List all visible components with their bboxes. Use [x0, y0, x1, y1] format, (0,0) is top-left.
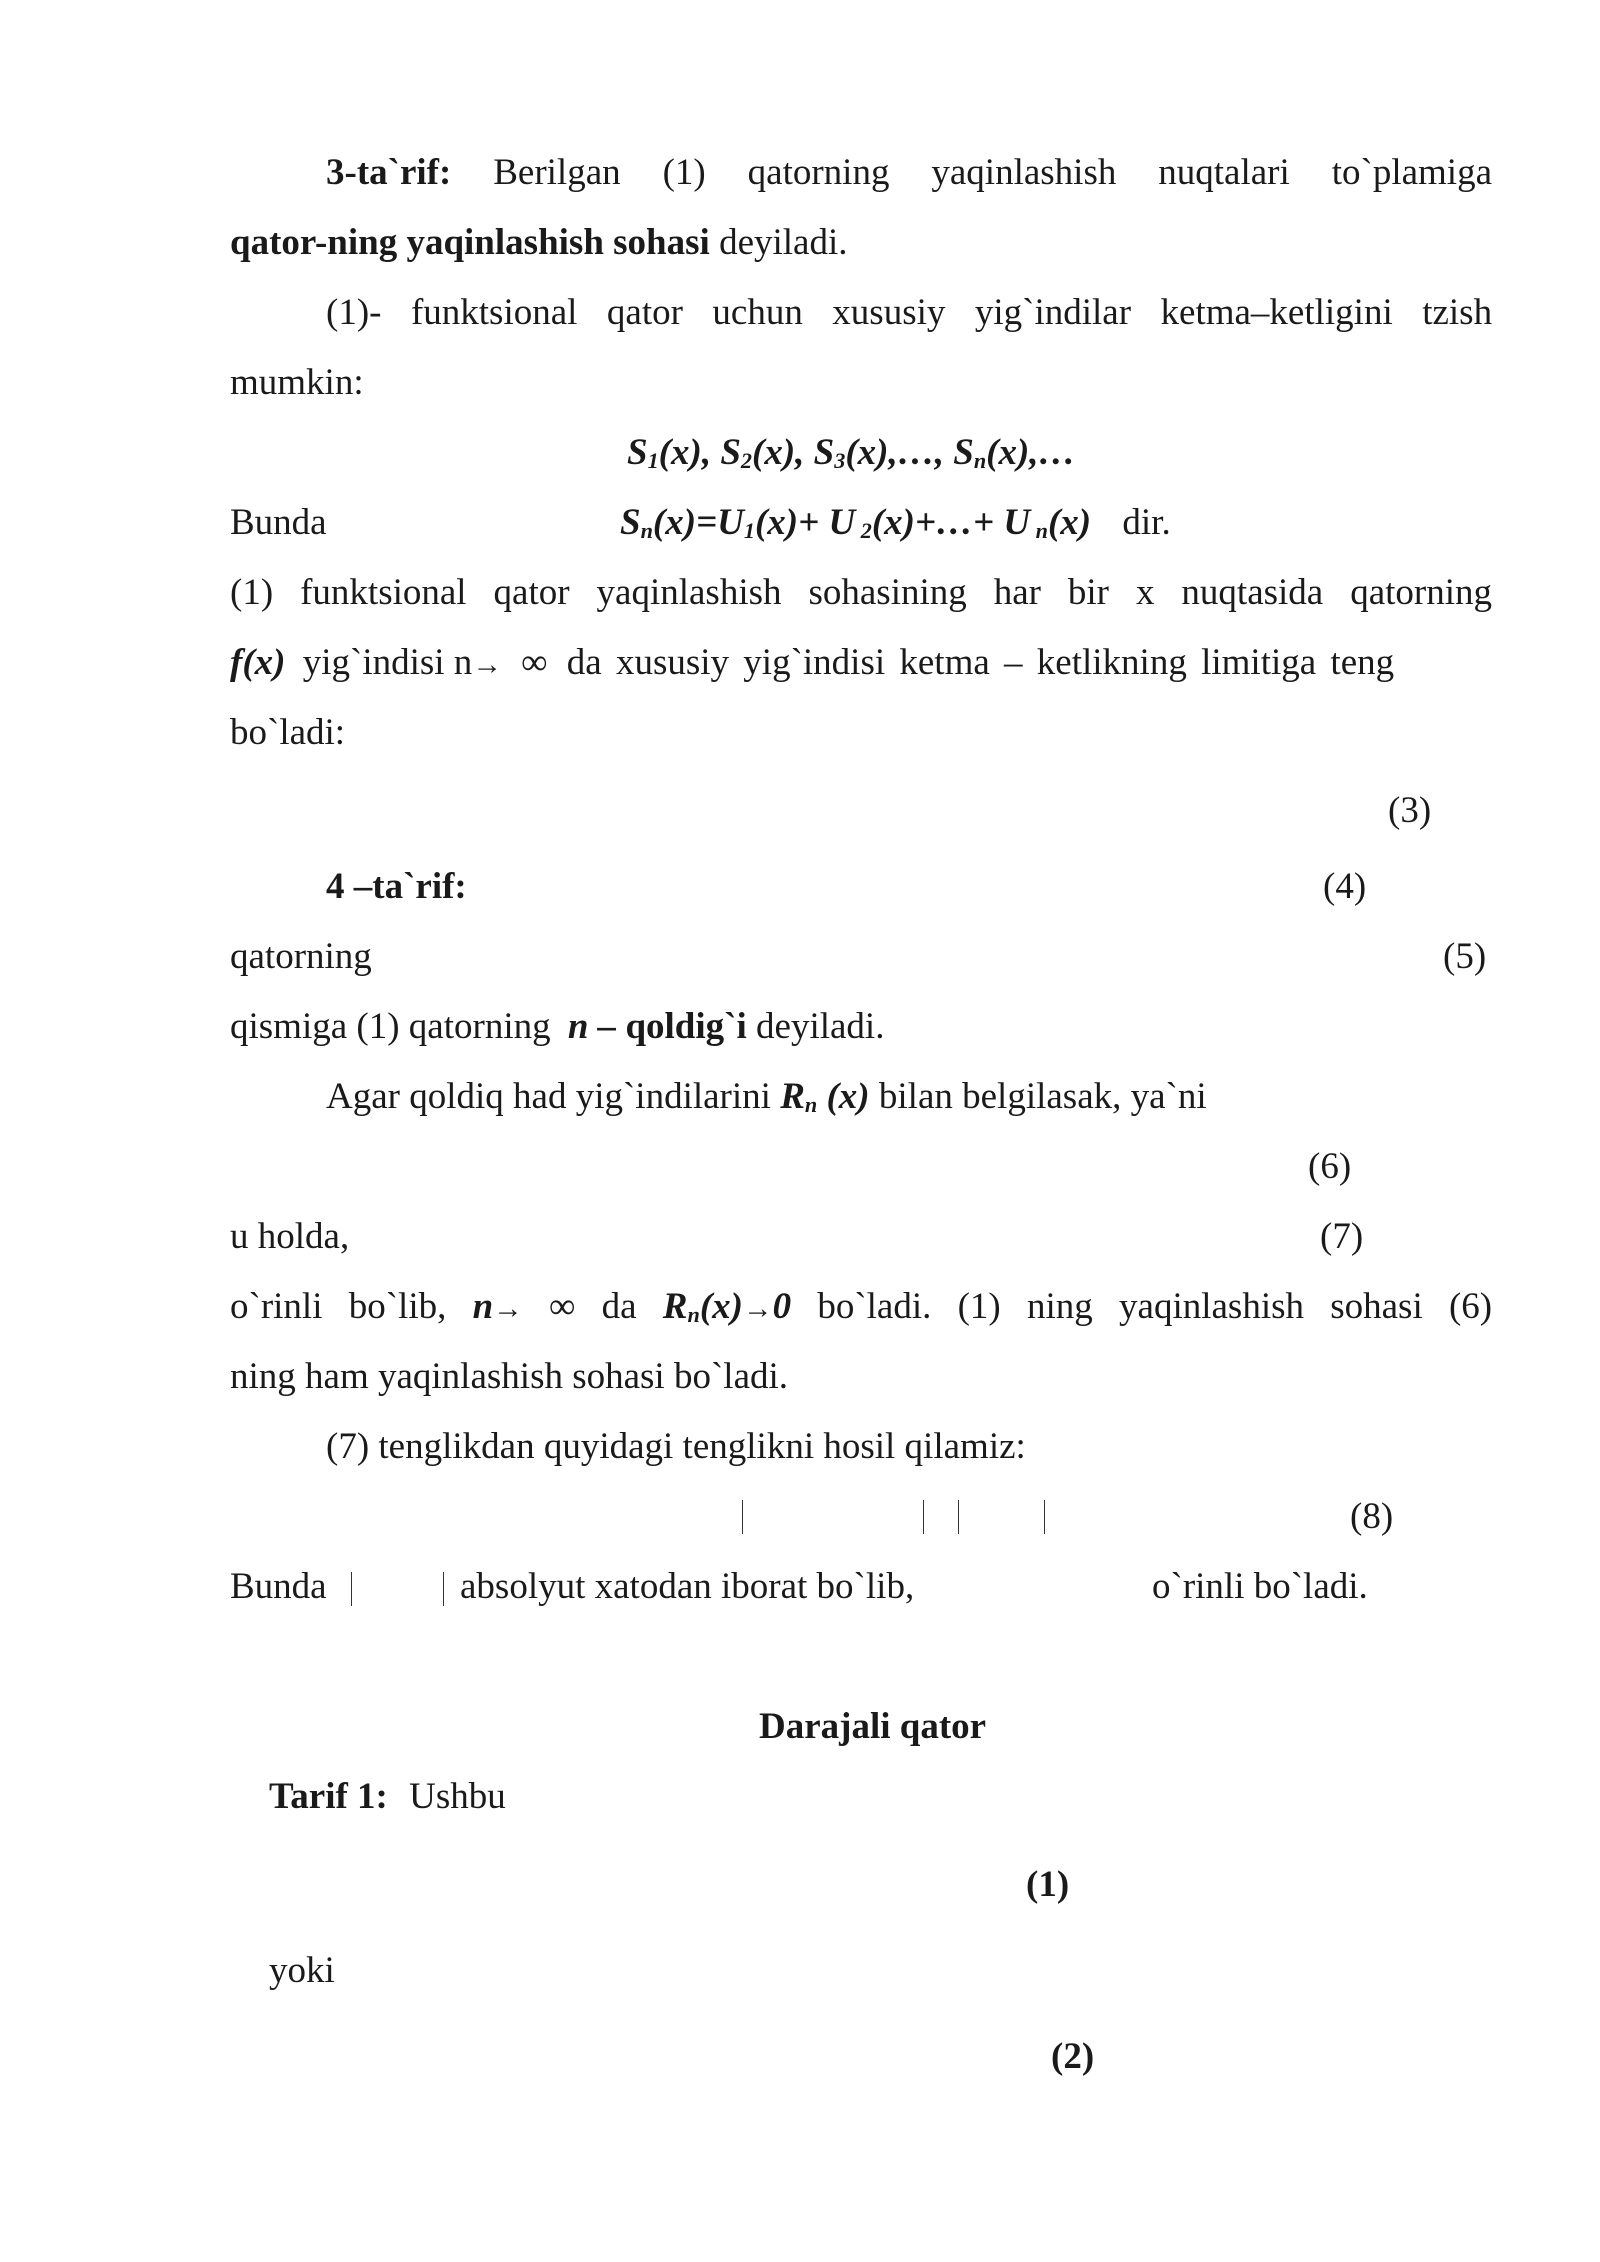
eq-number-4: (4) [1323, 866, 1367, 907]
def4-qatorning: qatorning [230, 936, 372, 977]
orinli-line2: ning ham yaqinlashish sohasi bo`ladi. [230, 1356, 789, 1397]
abs-bar [351, 1572, 352, 1606]
uholda: u holda, [230, 1216, 350, 1257]
tarif1-line: Tarif 1: Ushbu [269, 1776, 506, 1817]
def3-bold-term: qator-ning yaqinlashish sohasi [230, 222, 710, 263]
conv-line2: f(x) yig`indisi n→ ∞ da xususiy yig`indisi ketma – ketlikning limitiga teng [230, 642, 1395, 683]
conv-line3: bo`ladi: [230, 712, 346, 753]
tenglik-line: (7) tenglikdan quyidagi tenglikni hosil qilamiz: [326, 1426, 1026, 1467]
bunda1-label: Bunda [230, 502, 327, 543]
yoki: yoki [269, 1950, 335, 1991]
partial-sums-sequence: S1(x), S2(x), S3(x),…, Sn(x),… [627, 432, 1076, 473]
conv-line1: (1) funktsional qator yaqinlashish sohasining har bir x nuqtasida qatorning [230, 572, 1492, 613]
arrow-icon: → [472, 649, 502, 681]
abs-bar [923, 1500, 924, 1534]
eq-number-3: (3) [1388, 790, 1432, 831]
bunda2-mid: absolyut xatodan iborat bo`lib, [460, 1566, 915, 1607]
abs-bar [1044, 1500, 1045, 1534]
abs-bar [443, 1572, 444, 1606]
def3-line2: qator-ning yaqinlashish sohasi deyiladi. [230, 222, 848, 263]
eq-number-section-2: (2) [1051, 2036, 1095, 2077]
def4-label: 4 –ta`rif: [326, 866, 467, 907]
def3-line1: 3-ta`rif: Berilgan (1) qatorning yaqinlashish nuqtalari to`plamiga [326, 152, 1493, 193]
infinity-icon: ∞ [549, 1286, 576, 1327]
arrow-icon: → [493, 1293, 523, 1325]
eq-number-6: (6) [1308, 1146, 1352, 1187]
orinli-line1: o`rinli bo`lib, n→ ∞ da Rn(x)→0 bo`ladi. (1) ning yaqinlashish sohasi (6) [230, 1286, 1493, 1327]
arrow-icon: → [742, 1293, 773, 1325]
partial-line2: mumkin: [230, 362, 364, 403]
agar-line: Agar qoldiq had yig`indilarini Rn (x) bilan belgilasak, ya`ni [326, 1076, 1207, 1117]
eq-number-8: (8) [1350, 1496, 1394, 1537]
bunda2-end: o`rinli bo`ladi. [1152, 1566, 1368, 1607]
def3-label: 3-ta`rif: [326, 152, 452, 193]
partial-line1: (1)- funktsional qator uchun xususiy yig`indilar ketma–ketligini tzish [326, 292, 1493, 333]
abs-bar [742, 1500, 743, 1534]
sn-formula: Sn(x)=U1(x)+ U 2(x)+…+ U n(x) dir. [620, 502, 1171, 543]
eq-number-section-1: (1) [1026, 1864, 1070, 1905]
eq-number-5: (5) [1443, 936, 1487, 977]
def4-qismiga: qismiga (1) qatorning n – qoldig`i deyiladi. [230, 1006, 885, 1047]
fx-symbol: f(x) [230, 642, 286, 683]
abs-bar [958, 1500, 959, 1534]
bunda2-label: Bunda [230, 1566, 327, 1607]
infinity-icon: ∞ [521, 642, 548, 683]
section-title: Darajali qator [759, 1706, 987, 1747]
eq-number-7: (7) [1320, 1216, 1364, 1257]
